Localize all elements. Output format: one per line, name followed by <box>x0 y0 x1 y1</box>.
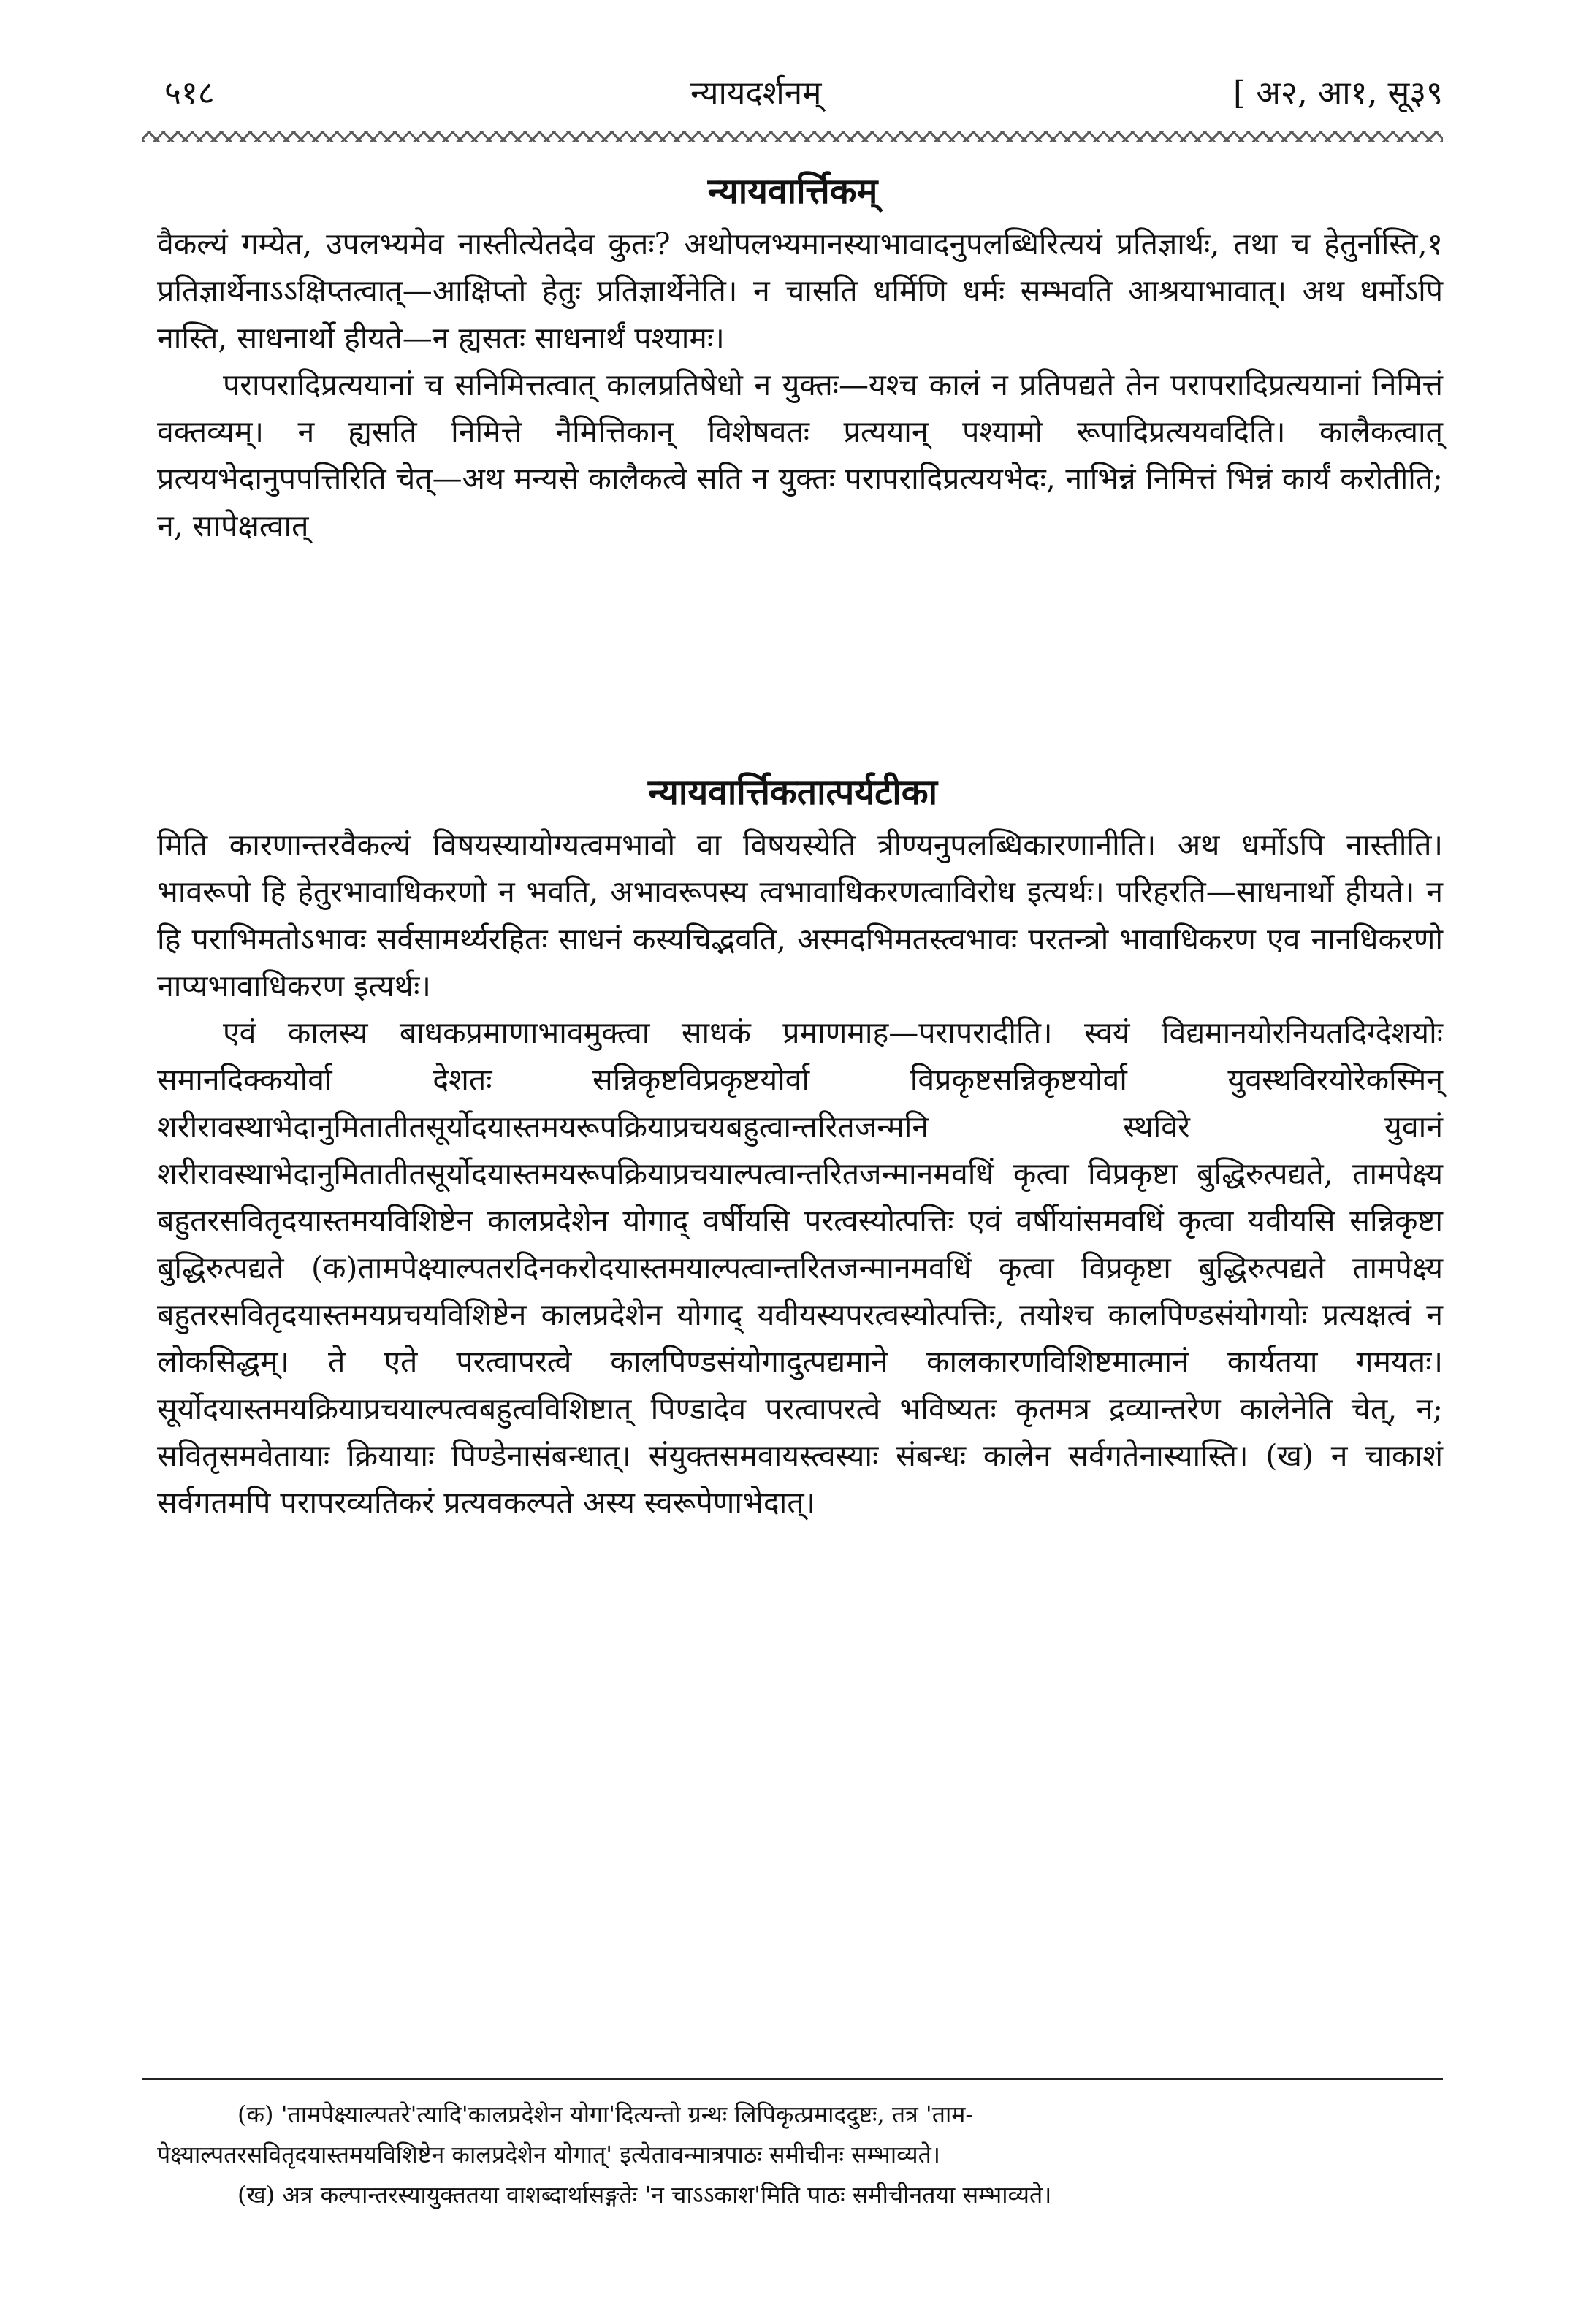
header-wavy-rule <box>142 131 1443 142</box>
vartika-paragraph-1: वैकल्यं गम्येत, उपलभ्यमेव नास्तीत्येतदेव कुतः? अथोपलभ्यमानस्याभावादनुपलब्धिरित्ययं प्रतिज्ञार्थः, तथा च हेतुर्नास्ति,१ प्रतिज्ञार्थेनाऽऽक्षिप्तत्वात्—आक्षिप्तो हेतुः प्रतिज्ञार्थेनेति। न चासति धर्मिणि धर्मः सम्भवति आश्रयाभावात्। अथ धर्मोऽपि नास्ति, साधनार्थो हीयते—न ह्यसतः साधनार्थं पश्यामः। <box>157 226 1443 356</box>
vartika-heading: न्यायवार्त्तिकम् <box>707 171 878 212</box>
footnote-k-line-1: (क) 'तामपेक्ष्याल्पतरे'त्यादि'कालप्रदेशेन योगा'दित्यन्तो ग्रन्थः लिपिकृत्प्रमाददुष्टः, तत्र 'ताम- <box>237 2101 974 2128</box>
footnotes <box>157 2095 1443 2215</box>
footnote-kh: (ख) अत्र कल्पान्तरस्यायुक्ततया वाशब्दार्थासङ्गतेः 'न चाऽऽकाश'मिति पाठः समीचीनतया सम्भाव्यते। <box>237 2181 1052 2209</box>
page-number: ५१८ <box>164 74 215 112</box>
tika-paragraph-2: एवं कालस्य बाधकप्रमाणाभावमुक्त्वा साधकं प्रमाणमाह—परापरादीति। स्वयं विद्यमानयोरनियतदिग्देशयोः समानदिक्कयोर्वा देशतः सन्निकृष्टविप्रकृष्टयोर्वा विप्रकृष्टसन्निकृष्टयोर्वा युवस्थविरयोरेकस्मिन् शरीरावस्थाभेदानुमितातीतसूर्योदयास्तमयरूपक्रियाप्रचयबहुत्वान्तरितजन्मनि स्थविरे युवानं शरीरावस्थाभेदानुमितातीतसूर्योदयास्तमयरूपक्रियाप्रचयाल्पत्वान्तरितजन्मानमवधिं कृत्वा विप्रकृष्टा बुद्धिरुत्पद्यते, तामपेक्ष्य बहुतरसवितृदयास्तमयविशिष्टेन कालप्रदेशेन योगाद् वर्षीयसि परत्वस्योत्पत्तिः एवं वर्षीयांसमवधिं कृत्वा यवीयसि सन्निकृष्टा बुद्धिरुत्पद्यते (क)तामपेक्ष्याल्पतरदिनकरोदयास्तमयाल्पत्वान्तरितजन्मानमवधिं कृत्वा विप्रकृष्टा बुद्धिरुत्पद्यते तामपेक्ष्य बहुतरसवितृदयास्तमयप्रचयविशिष्टेन कालप्रदेशेन योगाद् यवीयस्यपरत्वस्योत्पत्तिः, तयोश्च कालपिण्डसंयोगयोः प्रत्यक्षत्वं न लोकसिद्धम्। ते एते परत्वापरत्वे कालपिण्डसंयोगादुत्पद्यमाने कालकारणविशिष्टमात्मानं कार्यतया गमयतः। सूर्योदयास्तमयक्रियाप्रचयाल्पत्वबहुत्वविशिष्टात् पिण्डादेव परत्वापरत्वे भविष्यतः कृतमत्र द्रव्यान्तरेण कालेनेति चेत्, न; सवितृसमवेतायाः क्रियायाः पिण्डेनासंबन्धात्। संयुक्तसमवायस्त्वस्याः संबन्धः कालेन सर्वगतेनास्यास्ति। (ख) न चाकाशं सर्वगतमपि परापरव्यतिकरं प्रत्यवकल्पते अस्य स्वरूपेणाभेदात्। <box>157 1015 1443 1521</box>
tika-heading: न्यायवार्त्तिकतात्पर्यटीका <box>647 772 938 813</box>
footnote-rule <box>142 2078 1443 2080</box>
tika-paragraph-1: मिति कारणान्तरवैकल्यं विषयस्यायोग्यत्वमभावो वा विषयस्येति त्रीण्यनुपलब्धिकारणानीति। अथ धर्मोऽपि नास्तीति। भावरूपो हि हेतुरभावाधिकरणो न भवति, अभावरूपस्य त्वभावाधिकरणत्वाविरोध इत्यर्थः। परिहरति—साधनार्थो हीयते। न हि पराभिमतोऽभावः सर्वसामर्थ्यरहितः साधनं कस्यचिद्भवति, अस्मदभिमतस्त्वभावः परतन्त्रो भावाधिकरण एव नानधिकरणो नाप्यभावाधिकरण इत्यर्थः। <box>157 827 1443 1004</box>
vartika-paragraph-2: परापरादिप्रत्ययानां च सनिमित्तत्वात् कालप्रतिषेधो न युक्तः—यश्च कालं न प्रतिपद्यते तेन परापरादिप्रत्ययानां निमित्तं वक्तव्यम्। न ह्यसति निमित्ते नैमित्तिकान् विशेषवतः प्रत्ययान् पश्यामो रूपादिप्रत्ययवदिति। कालैकत्वात् प्रत्ययभेदानुपपत्तिरिति चेत्—अथ मन्यसे कालैकत्वे सति न युक्तः परापरादिप्रत्ययभेदः, नाभिन्नं निमित्तं भिन्नं कार्यं करोतीति; न, सापेक्षत्वात् <box>157 367 1443 543</box>
chapter-locator: [ अ२, आ१, सू३९ <box>1233 74 1443 112</box>
page-header <box>142 64 1443 123</box>
tika-text <box>157 822 1443 1526</box>
running-title: न्यायदर्शनम् <box>690 74 822 112</box>
vartika-text <box>157 221 1443 549</box>
footnote-k-line-2: पेक्ष्याल्पतरसवितृदयास्तमयविशिष्टेन कालप्रदेशेन योगात्' इत्येतावन्मात्रपाठः समीचीनः सम्भाव्यते। <box>157 2141 941 2168</box>
